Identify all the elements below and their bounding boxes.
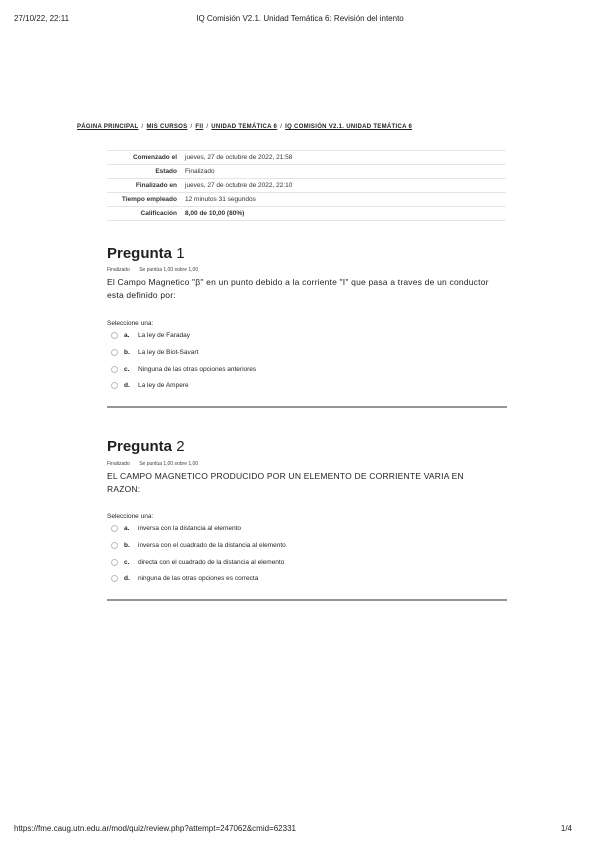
print-datetime: 27/10/22, 22:11: [14, 14, 70, 23]
question-1-heading: [107, 245, 185, 262]
option-letter: d.: [124, 575, 130, 582]
option-text: inversa con la distancia al elemento: [138, 525, 241, 532]
print-page-title: IQ Comisión V2.1. Unidad Temática 6: Revisión del intento: [196, 14, 404, 23]
summary-value: jueves, 27 de octubre de 2022, 21:58: [181, 151, 506, 165]
breadcrumb-course-link[interactable]: FII: [195, 124, 204, 130]
option-letter: d.: [124, 382, 130, 389]
question-points: Se puntúa 1,00 sobre 1,00: [139, 267, 199, 273]
summary-value: jueves, 27 de octubre de 2022, 22:10: [181, 179, 506, 193]
question-1-text: El Campo Magnetico "β" en un punto debido a la corriente "I" que pasa a traves de un conductor esta definido por:: [107, 277, 489, 300]
option-letter: a.: [124, 332, 130, 339]
question-points: Se puntúa 1,00 sobre 1,00: [139, 461, 199, 467]
question-divider: [107, 406, 507, 408]
option-text: inversa con el cuadrado de la distancia al elemento: [138, 542, 286, 549]
question-1-option-b[interactable]: [111, 349, 198, 356]
breadcrumb-unit-link[interactable]: UNIDAD TEMÁTICA 6: [211, 124, 278, 130]
breadcrumb: [77, 124, 412, 130]
summary-row-started: [107, 151, 506, 165]
question-label: Pregunta: [107, 245, 173, 262]
question-2-prompt: Seleccione una:: [107, 513, 154, 520]
radio-button[interactable]: [111, 349, 118, 356]
radio-button[interactable]: [111, 575, 118, 582]
option-letter: c.: [124, 559, 130, 566]
question-2-option-d[interactable]: [111, 575, 258, 582]
summary-key: Tiempo empleado: [107, 193, 181, 207]
question-2-option-b[interactable]: [111, 542, 286, 549]
question-divider: [107, 599, 507, 601]
question-status: Finalizado: [107, 267, 130, 273]
question-2-text: EL CAMPO MAGNETICO PRODUCIDO POR UN ELEMENTO DE CORRIENTE VARIA EN RAZON:: [107, 471, 464, 494]
question-2-info: [107, 461, 198, 467]
breadcrumb-separator: /: [190, 124, 193, 130]
option-text: La ley de Ampere: [138, 382, 189, 389]
option-letter: b.: [124, 542, 130, 549]
summary-key: Calificación: [107, 207, 181, 221]
radio-button[interactable]: [111, 366, 118, 373]
question-1-option-c[interactable]: [111, 366, 256, 373]
option-letter: b.: [124, 349, 130, 356]
question-2-heading: [107, 438, 185, 455]
question-2-option-c[interactable]: [111, 559, 284, 566]
option-letter: a.: [124, 525, 130, 532]
question-1-option-d[interactable]: [111, 382, 189, 389]
breadcrumb-my-courses-link[interactable]: MIS CURSOS: [146, 124, 188, 130]
option-text: directa con el cuadrado de la distancia al elemento: [138, 559, 285, 566]
radio-button[interactable]: [111, 332, 118, 339]
breadcrumb-home-link[interactable]: PÁGINA PRINCIPAL: [77, 124, 139, 130]
question-1-info: [107, 267, 198, 273]
attempt-summary-table: [107, 150, 506, 221]
breadcrumb-separator: /: [141, 124, 144, 130]
option-text: La ley de Faraday: [138, 332, 191, 339]
radio-button[interactable]: [111, 559, 118, 566]
summary-key: Estado: [107, 165, 181, 179]
question-number: 1: [176, 245, 185, 262]
question-label: Pregunta: [107, 438, 173, 455]
summary-key: Comenzado el: [107, 151, 181, 165]
summary-key: Finalizado en: [107, 179, 181, 193]
print-page-number: 1/4: [560, 824, 572, 833]
radio-button[interactable]: [111, 525, 118, 532]
summary-value: Finalizado: [181, 165, 506, 179]
breadcrumb-separator: /: [280, 124, 283, 130]
summary-row-state: [107, 165, 506, 179]
breadcrumb-separator: /: [206, 124, 209, 130]
summary-row-time-taken: [107, 193, 506, 207]
question-2-option-a[interactable]: [111, 525, 241, 532]
summary-row-grade: [107, 207, 506, 221]
question-number: 2: [176, 438, 185, 455]
option-text: La ley de Biot-Savart: [138, 349, 199, 356]
option-text: ninguna de las otras opciones es correcta: [138, 575, 259, 582]
question-1-prompt: Seleccione una:: [107, 320, 154, 327]
summary-value: 8,00 de 10,00 (80%): [181, 207, 506, 221]
summary-row-finished: [107, 179, 506, 193]
summary-value: 12 minutos 31 segundos: [181, 193, 506, 207]
radio-button[interactable]: [111, 382, 118, 389]
breadcrumb-quiz-link[interactable]: IQ COMISIÓN V2.1. UNIDAD TEMÁTICA 6: [285, 124, 413, 130]
option-letter: c.: [124, 366, 130, 373]
radio-button[interactable]: [111, 542, 118, 549]
question-1-option-a[interactable]: [111, 332, 190, 339]
question-status: Finalizado: [107, 461, 130, 467]
option-text: Ninguna de las otras opciones anteriores: [138, 366, 257, 373]
print-footer-url: https://fme.caug.utn.edu.ar/mod/quiz/review.php?attempt=247062&cmid=62331: [14, 824, 296, 833]
